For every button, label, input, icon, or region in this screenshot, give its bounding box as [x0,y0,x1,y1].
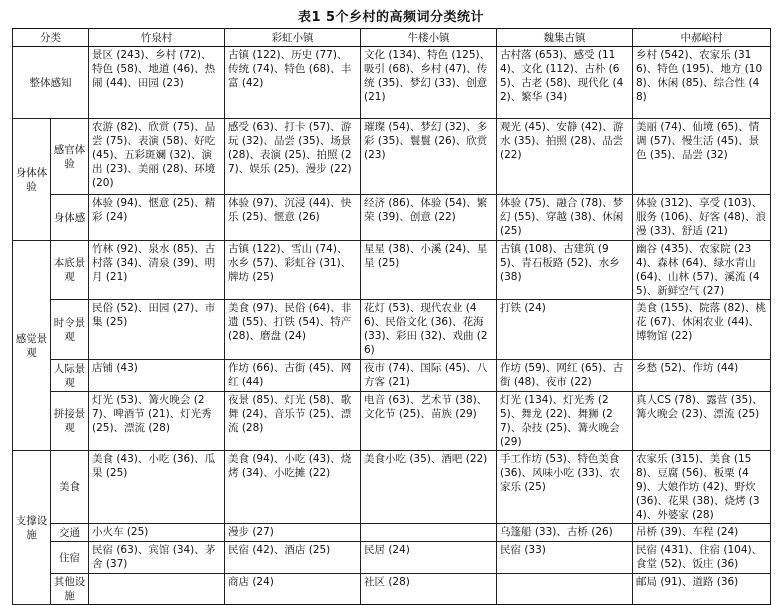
table-cell: 打铁 (24) [497,300,633,360]
word-frequency-table [12,28,771,605]
table-cell: 体验 (75)、融合 (78)、梦幻 (55)、穿越 (38)、休闲 (25) [497,195,633,241]
category-label: 感觉景观 [13,241,51,451]
table-cell: 商店 (24) [225,574,361,605]
header-category: 分类 [13,29,89,47]
table-row [13,574,771,605]
table-cell: 体验 (97)、沉浸 (44)、快乐 (25)、惬意 (26) [225,195,361,241]
table-cell: 美丽 (74)、仙境 (65)、情调 (57)、慢生活 (45)、景色 (35)、品尝 (32) [633,119,771,195]
table-cell: 体验 (94)、惬意 (25)、精彩 (24) [89,195,225,241]
table-cell: 夜市 (74)、国际 (45)、八方客 (21) [361,360,497,392]
table-cell: 古镇 (122)、历史 (77)、传统 (74)、特色 (68)、丰富 (42) [225,47,361,119]
subcategory-label: 其他设施 [51,574,89,605]
table-cell: 美食 (97)、民俗 (64)、非遗 (55)、打铁 (54)、特产 (28)、磨盘 (24) [225,300,361,360]
header-village: 牛楼小镇 [361,29,497,47]
table-cell: 店铺 (43) [89,360,225,392]
table-cell: 民居 (24) [361,542,497,574]
table-cell [89,574,225,605]
subcategory-label: 交通 [51,524,89,542]
table-cell: 文化 (134)、特色 (125)、吸引 (68)、乡村 (47)、传统 (35)、梦幻 (33)、创意 (21) [361,47,497,119]
subcategory-label: 美食 [51,451,89,524]
subcategory-label: 本底景观 [51,241,89,300]
table-cell: 电音 (63)、艺术节 (38)、文化节 (25)、苗族 (29) [361,392,497,451]
table-row [13,300,771,360]
header-row [13,29,771,47]
subcategory-label: 拼接景观 [51,392,89,451]
category-label: 支撑设施 [13,451,51,605]
table-cell: 经济 (86)、体验 (54)、繁荣 (39)、创意 (22) [361,195,497,241]
table-cell: 观光 (45)、安静 (42)、游水 (35)、拍照 (28)、品尝 (22) [497,119,633,195]
subcategory-label: 身体感 [51,195,89,241]
table-cell [497,574,633,605]
category-label: 整体感知 [13,47,89,119]
table-cell: 农游 (82)、欣赏 (75)、品尝 (75)、表演 (58)、好吃 (45)、五彩斑斓 (32)、演出 (23)、美丽 (28)、环境 (20) [89,119,225,195]
table-cell: 民宿 (33) [497,542,633,574]
table-cell: 漫步 (27) [225,524,361,542]
category-label: 身体体验 [13,119,51,241]
table-cell: 乌篷船 (33)、古桥 (26) [497,524,633,542]
table-cell [361,524,497,542]
table-row [13,524,771,542]
table-cell: 美食 (43)、小吃 (36)、瓜果 (25) [89,451,225,524]
header-village: 魏集古镇 [497,29,633,47]
table-cell: 古镇 (122)、雪山 (74)、水乡 (57)、彩虹谷 (31)、牌坊 (25) [225,241,361,300]
table-cell: 真人CS (78)、露营 (35)、篝火晚会 (23)、漂流 (25) [633,392,771,451]
subcategory-label: 感官体验 [51,119,89,195]
table-cell: 美食 (94)、小吃 (43)、烧烤 (34)、小吃摊 (22) [225,451,361,524]
table-cell: 乡愁 (52)、作坊 (44) [633,360,771,392]
table-row [13,360,771,392]
subcategory-label: 时令景观 [51,300,89,360]
table-cell: 感受 (63)、打卡 (57)、游玩 (32)、品尝 (35)、场景 (28)、表演 (25)、拍照 (27)、娱乐 (25)、漫步 (22) [225,119,361,195]
table-caption: 表1 5个乡村的高频词分类统计 [297,10,485,25]
table-cell: 作坊 (59)、网红 (65)、古街 (48)、夜市 (22) [497,360,633,392]
table-cell: 民宿 (42)、酒店 (25) [225,542,361,574]
header-village: 彩虹小镇 [225,29,361,47]
table-cell: 竹林 (92)、泉水 (85)、古村落 (34)、清泉 (39)、明月 (21) [89,241,225,300]
subcategory-label: 人际景观 [51,360,89,392]
table-row [13,47,771,119]
subcategory-label: 住宿 [51,542,89,574]
table-cell: 吊桥 (39)、车程 (24) [633,524,771,542]
table-cell: 景区 (243)、乡村 (72)、特色 (58)、地道 (46)、热闹 (44)、田园 (23) [89,47,225,119]
table-row [13,119,771,195]
table-cell: 乡村 (542)、农家乐 (316)、特色 (195)、地方 (108)、休闲 (85)、综合性 (48) [633,47,771,119]
table-row [13,195,771,241]
table-cell: 民俗 (52)、田园 (27)、市集 (25) [89,300,225,360]
table-row [13,542,771,574]
table-cell: 手工作坊 (53)、特色美食 (36)、风味小吃 (33)、农家乐 (25) [497,451,633,524]
table-cell: 小火车 (25) [89,524,225,542]
table-cell: 社区 (28) [361,574,497,605]
table-cell: 璀璨 (54)、梦幻 (32)、多彩 (35)、鬟鬟 (26)、欣赏 (23) [361,119,497,195]
table-cell: 作坊 (66)、古街 (45)、网红 (44) [225,360,361,392]
table-cell: 花灯 (53)、现代农业 (46)、民俗文化 (36)、花海 (33)、彩田 (32)、戏曲 (26) [361,300,497,360]
table-cell: 幽谷 (435)、农家院 (234)、森林 (64)、绿水青山 (64)、山林 (57)、溪流 (45)、新鲜空气 (27) [633,241,771,300]
table-cell: 灯光 (53)、篝火晚会 (27)、啤酒节 (21)、灯光秀 (25)、漂流 (28) [89,392,225,451]
table-cell: 农家乐 (315)、美食 (158)、豆腐 (56)、板栗 (49)、大娘作坊 (42)、野炊 (36)、花果 (38)、烧烤 (34)、外婆家 (28) [633,451,771,524]
table-cell: 民宿 (63)、宾馆 (34)、茅舍 (37) [89,542,225,574]
table-cell: 星星 (38)、小溪 (24)、星星 (25) [361,241,497,300]
table-cell: 邮局 (91)、道路 (36) [633,574,771,605]
table-cell: 体验 (312)、享受 (103)、服务 (106)、好客 (48)、浪漫 (33)、舒适 (21) [633,195,771,241]
table-row [13,392,771,451]
table-cell: 美食小吃 (35)、酒吧 (22) [361,451,497,524]
header-village: 中郝峪村 [633,29,771,47]
table-cell: 民宿 (431)、住宿 (104)、食堂 (52)、饭庄 (36) [633,542,771,574]
table-cell: 古村落 (653)、感受 (114)、文化 (112)、古朴 (65)、古老 (58)、现代化 (42)、繁华 (34) [497,47,633,119]
table-row [13,241,771,300]
table-cell: 灯光 (134)、灯光秀 (25)、舞龙 (22)、舞狮 (27)、杂技 (25)、篝火晚会 (29) [497,392,633,451]
table-cell: 夜景 (85)、灯光 (58)、歌舞 (24)、音乐节 (25)、漂流 (28) [225,392,361,451]
table-cell: 古镇 (108)、古建筑 (95)、青石板路 (52)、水乡 (38) [497,241,633,300]
table-cell: 美食 (155)、院落 (82)、桃花 (67)、休闲农业 (44)、博物馆 (22) [633,300,771,360]
header-village: 竹泉村 [89,29,225,47]
table-row [13,451,771,524]
